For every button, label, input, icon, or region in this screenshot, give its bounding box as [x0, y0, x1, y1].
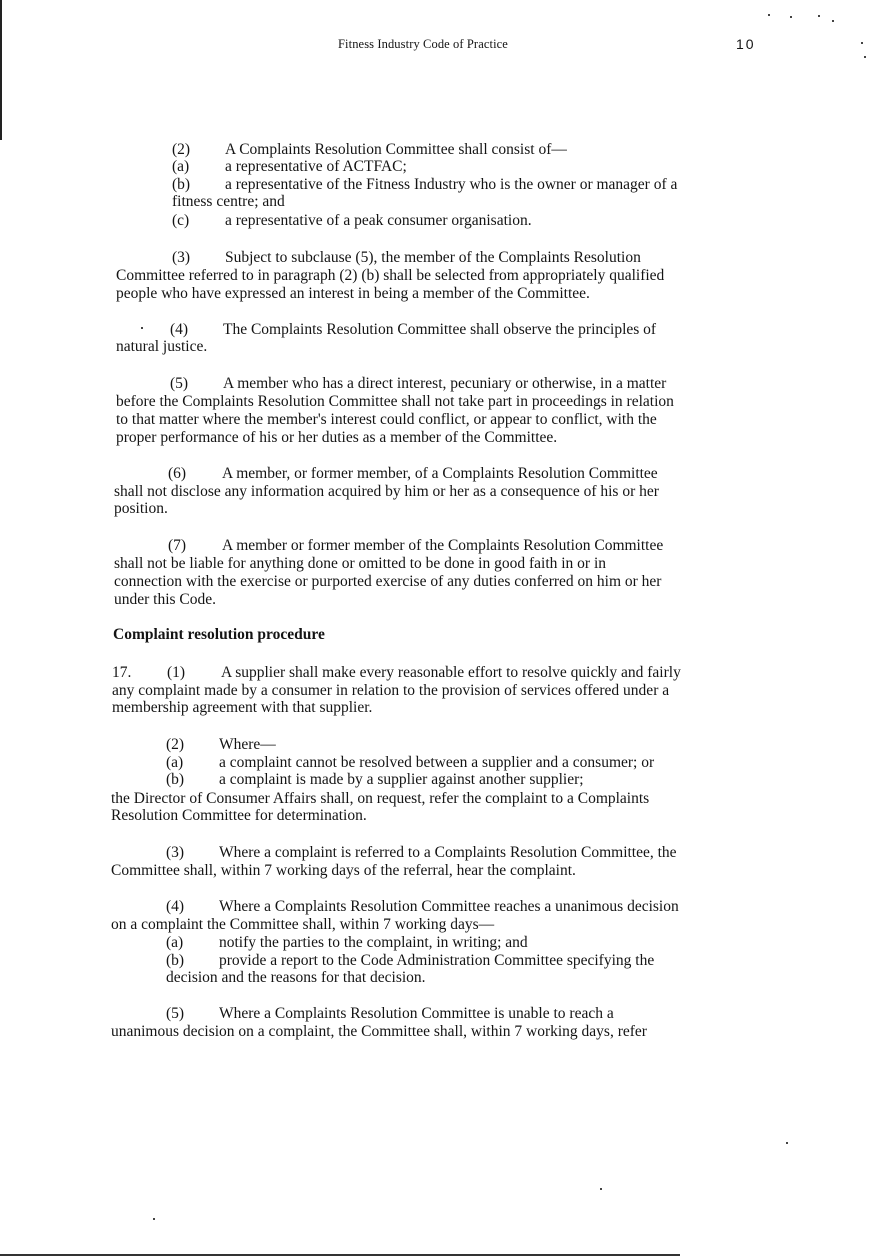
c17-p2-item-a: [166, 754, 654, 772]
c17-p4-text: Where a Complaints Resolution Committee reaches a unanimous decision: [219, 898, 679, 915]
s5-text: A member who has a direct interest, pecuniary or otherwise, in a matter: [223, 375, 667, 392]
scan-speck: [818, 15, 820, 17]
s6-text: A member, or former member, of a Complaints Resolution Committee: [222, 465, 658, 482]
c17-p4-b-label: (b): [166, 952, 185, 969]
scan-speck: [790, 16, 792, 18]
c17-p2-b-label: (b): [166, 771, 185, 788]
s2-item-a: [172, 158, 407, 176]
page-number: 10: [736, 36, 756, 52]
scan-speck: [864, 56, 866, 58]
scan-speck: [832, 20, 834, 22]
s3-line-1: [172, 249, 641, 267]
c17-p4-a-label: (a): [166, 934, 184, 951]
c17-p1-number: (1): [167, 664, 186, 681]
s5-line-1: [170, 375, 666, 393]
scan-speck: [141, 327, 143, 329]
s2-number: (2): [172, 141, 191, 158]
c17-p2-text: Where—: [219, 736, 276, 753]
c17-p2-a-label: (a): [166, 754, 184, 771]
c17-p5-line-1: [166, 1005, 614, 1023]
s6-line-1: [168, 465, 658, 483]
c17-p3-line-2: Committee shall, within 7 working days of the referral, hear the complaint.: [111, 862, 576, 879]
s2-item-b: [172, 176, 677, 194]
c17-p5-line-2: unanimous decision on a complaint, the Committee shall, within 7 working days, refer: [111, 1023, 647, 1040]
scan-edge-bottom: [0, 1254, 680, 1256]
section-heading: Complaint resolution procedure: [113, 626, 325, 643]
s4-line-2: natural justice.: [116, 338, 208, 355]
c17-p2-line-4: the Director of Consumer Affairs shall, on request, refer the complaint to a Complaints: [111, 790, 650, 807]
s6-number: (6): [168, 465, 187, 482]
s4-line-1: [170, 321, 656, 339]
c17-p1-line-3: membership agreement with that supplier.: [112, 699, 373, 716]
c17-p1-line-2: any complaint made by a consumer in relation to the provision of services offered under a: [112, 682, 670, 699]
s4-text: The Complaints Resolution Committee shall observe the principles of: [223, 321, 657, 338]
c17-p4-item-b-continued: decision and the reasons for that decision.: [166, 969, 426, 986]
s3-line-3: people who have expressed an interest in being a member of the Committee.: [116, 285, 590, 302]
s5-line-2: before the Complaints Resolution Committee shall not take part in proceedings in relation: [116, 393, 674, 410]
s2-item-b-continued: fitness centre; and: [172, 193, 285, 210]
scan-speck: [768, 14, 770, 16]
s2-text: A Complaints Resolution Committee shall consist of—: [225, 141, 567, 158]
scan-speck: [600, 1188, 602, 1190]
s5-line-3: to that matter where the member's interest could conflict, or appear to conflict, with the: [116, 411, 657, 428]
scan-speck: [153, 1218, 155, 1220]
s7-number: (7): [168, 537, 187, 554]
s2-b-label: (b): [172, 176, 191, 193]
c17-p4-item-a: [166, 934, 528, 952]
s2-a-label: (a): [172, 158, 190, 175]
s4-number: (4): [170, 321, 189, 338]
c17-p3-number: (3): [166, 844, 185, 861]
s3-text: Subject to subclause (5), the member of the Complaints Resolution: [225, 249, 641, 266]
s2-item-c: [172, 212, 532, 230]
s2-a-text: a representative of ACTFAC;: [225, 158, 407, 175]
c17-p4-line-2: on a complaint the Committee shall, within 7 working days—: [111, 916, 495, 933]
s7-line-4: under this Code.: [114, 591, 217, 608]
c17-p1-line-1: [112, 664, 681, 682]
s7-line-2: shall not be liable for anything done or omitted to be done in good faith in or in: [114, 555, 607, 572]
c17-p4-a-text: notify the parties to the complaint, in writing; and: [219, 934, 528, 951]
scan-speck: [786, 1142, 788, 1144]
c17-p5-text: Where a Complaints Resolution Committee is unable to reach a: [219, 1005, 614, 1022]
c17-p3-text: Where a complaint is referred to a Complaints Resolution Committee, the: [219, 844, 677, 861]
s7-text: A member or former member of the Complaints Resolution Committee: [222, 537, 664, 554]
c17-p4-number: (4): [166, 898, 185, 915]
s5-line-4: proper performance of his or her duties as a member of the Committee.: [116, 429, 558, 446]
s2-c-text: a representative of a peak consumer organisation.: [225, 212, 532, 229]
c17-clause-number: 17.: [112, 664, 132, 681]
c17-p2-item-b: [166, 771, 584, 789]
s3-number: (3): [172, 249, 191, 266]
c17-p1-text: A supplier shall make every reasonable effort to resolve quickly and fairly: [221, 664, 681, 681]
s2-line-1: [172, 141, 567, 159]
c17-p4-line-1: [166, 898, 679, 916]
s7-line-3: connection with the exercise or purported exercise of any duties conferred on him or her: [114, 573, 662, 590]
c17-p4-item-b: [166, 952, 654, 970]
s6-line-2: shall not disclose any information acquired by him or her as a consequence of his or her: [114, 483, 659, 500]
c17-p2-a-text: a complaint cannot be resolved between a supplier and a consumer; or: [219, 754, 655, 771]
scan-edge-left: [0, 0, 2, 140]
s5-number: (5): [170, 375, 189, 392]
s2-b-text: a representative of the Fitness Industry who is the owner or manager of a: [225, 176, 678, 193]
scan-speck: [861, 42, 863, 44]
s3-line-2: Committee referred to in paragraph (2) (b) shall be selected from appropriately qualified: [116, 267, 665, 284]
c17-p2-line-1: [166, 736, 276, 754]
running-header-title: Fitness Industry Code of Practice: [338, 37, 508, 51]
s7-line-1: [168, 537, 663, 555]
s2-c-label: (c): [172, 212, 190, 229]
c17-p2-line-5: Resolution Committee for determination.: [111, 807, 367, 824]
c17-p5-number: (5): [166, 1005, 185, 1022]
c17-p3-line-1: [166, 844, 677, 862]
c17-p2-b-text: a complaint is made by a supplier against another supplier;: [219, 771, 584, 788]
c17-p4-b-text: provide a report to the Code Administration Committee specifying the: [219, 952, 655, 969]
s6-line-3: position.: [114, 500, 168, 517]
c17-p2-number: (2): [166, 736, 185, 753]
